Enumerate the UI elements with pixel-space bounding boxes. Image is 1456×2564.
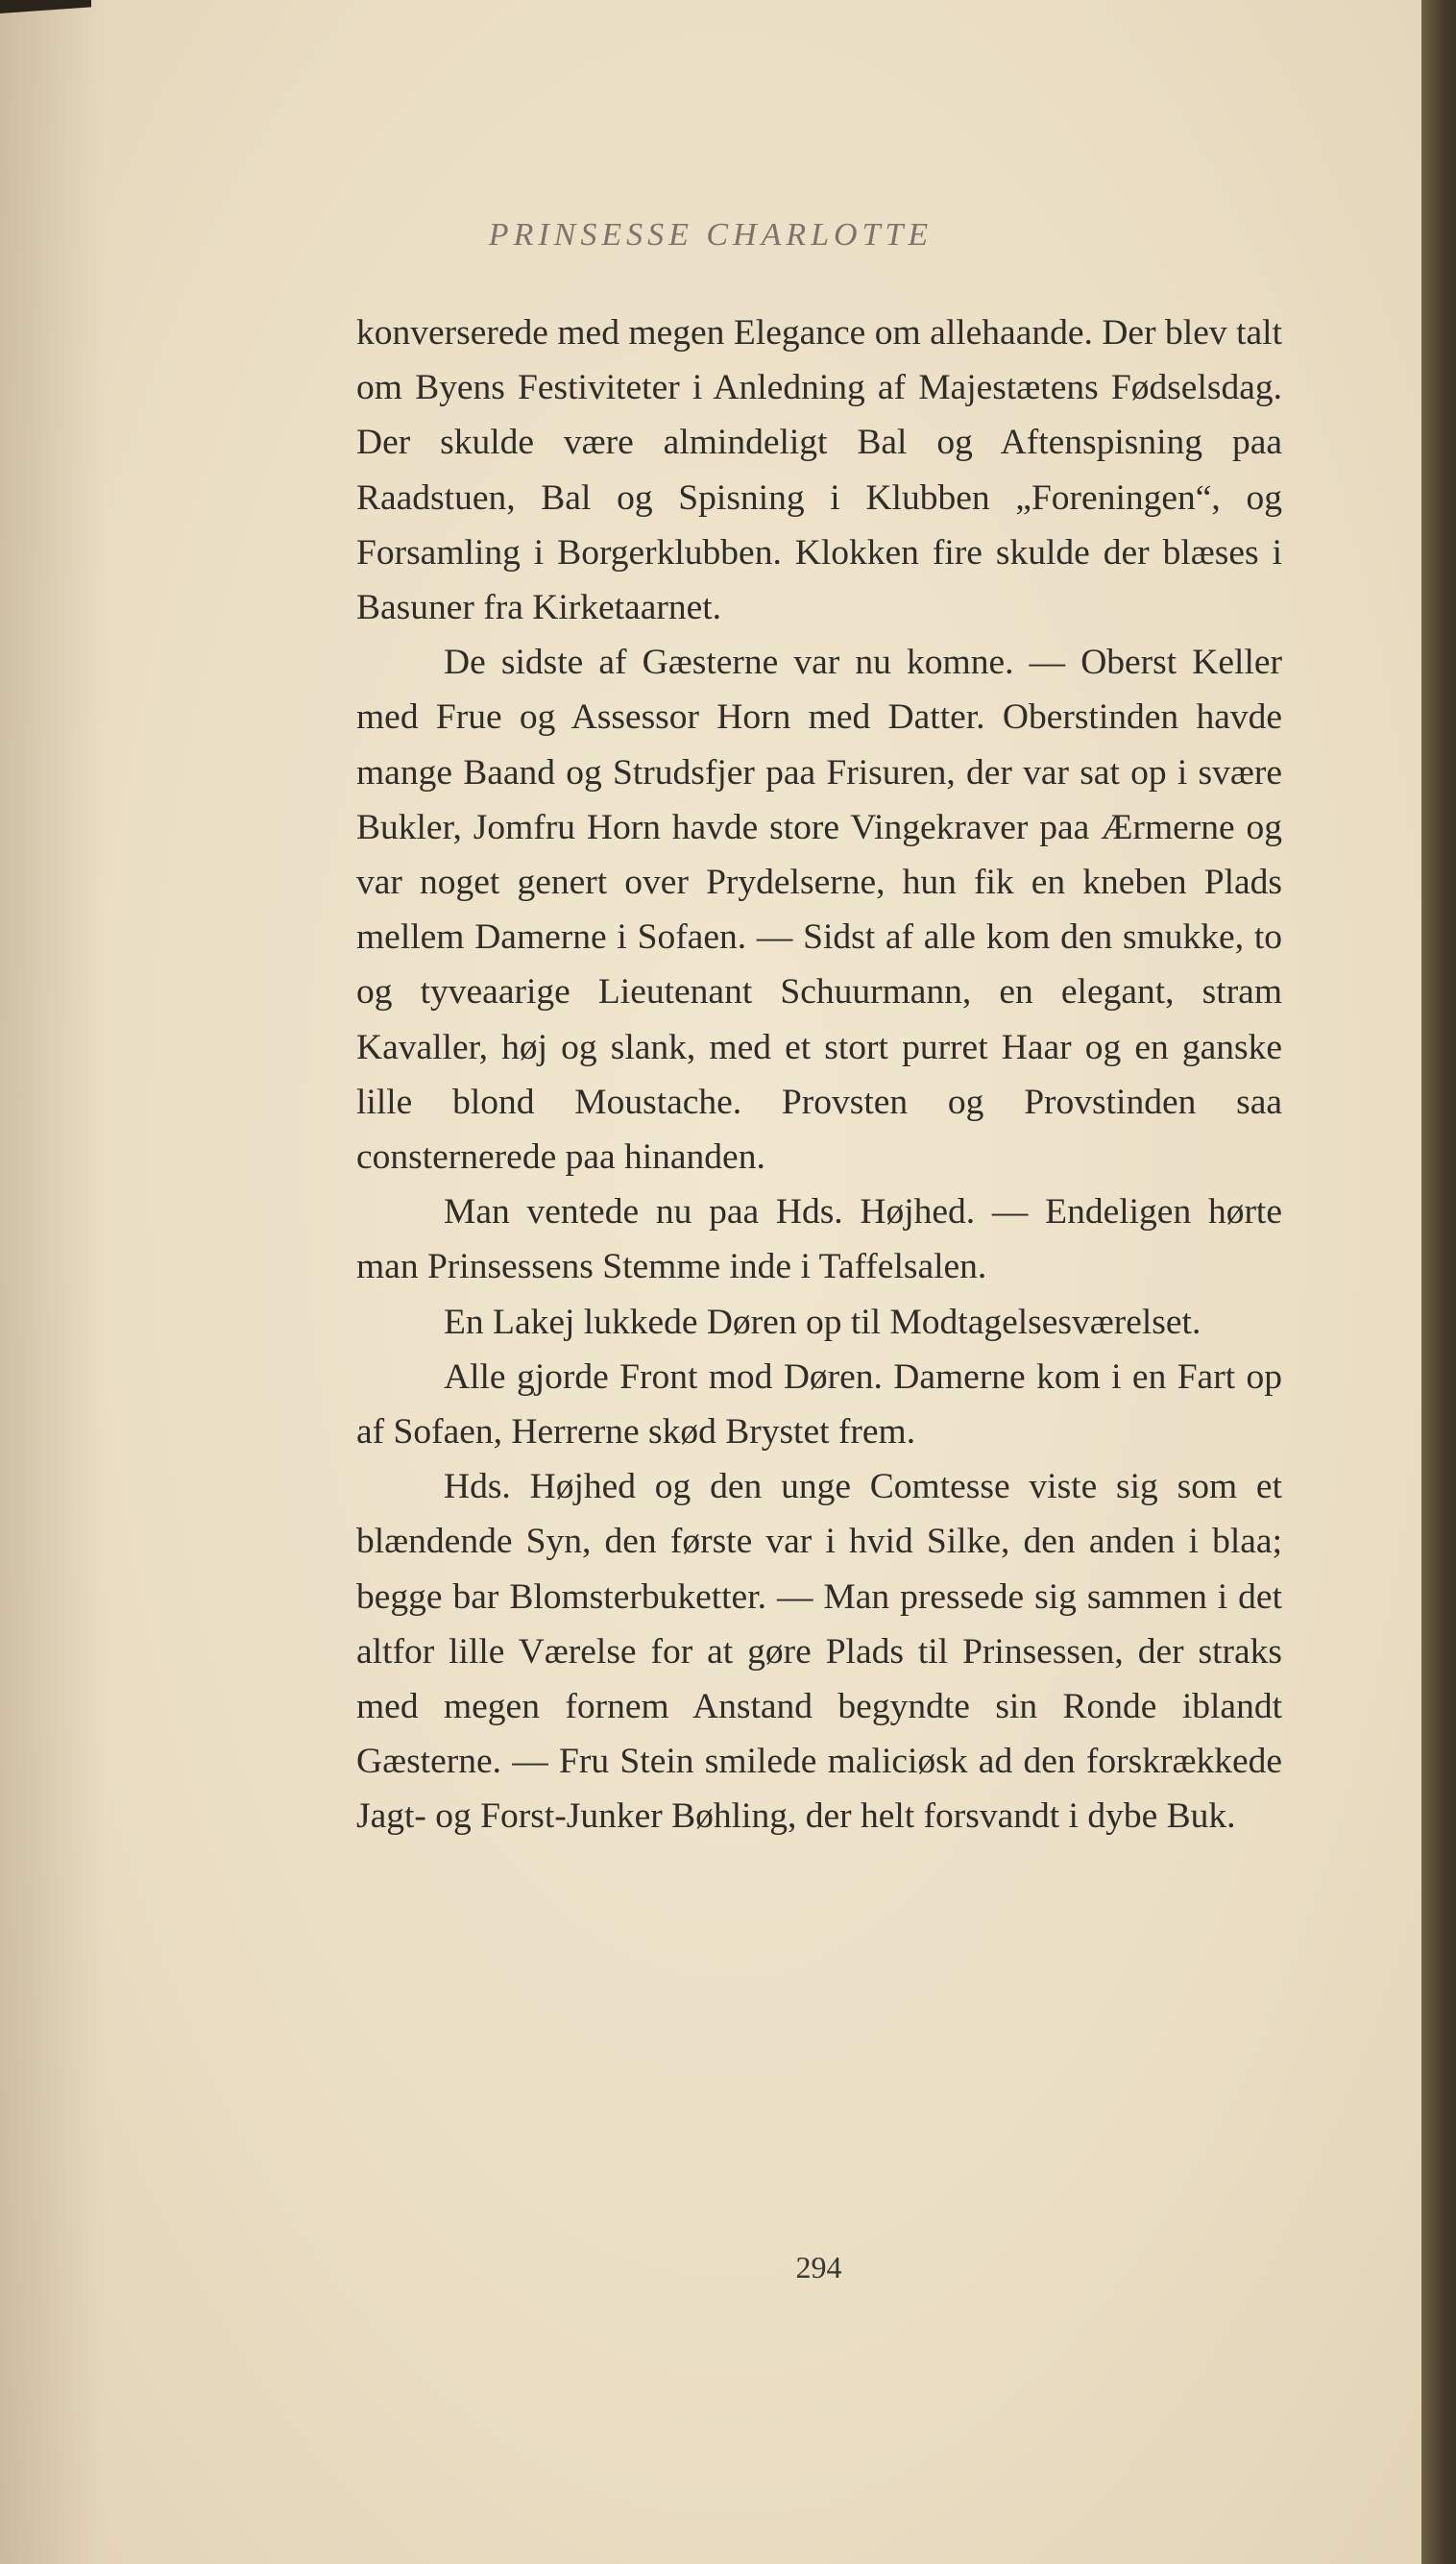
paragraph-1: konverserede med megen Elegance om allehaande. Der blev talt om Byens Festiviteter i Anledning af Majestætens Fødselsdag. Der skulde være almindeligt Bal og Aftenspisning paa Raadstuen, Bal og Spisning i Klubben „Foreningen“, og Forsamling i Borgerklubben. Klokken fire skulde der blæses i Basuner fra Kirketaarnet. [356,313,1282,628]
paragraph-5: Alle gjorde Front mod Døren. Damerne kom i en Fart op af Sofaen, Herrerne skød Brystet frem. [356,1356,1282,1453]
page-number: 294 [795,2250,842,2284]
page-edge [1421,0,1456,2564]
paragraph-4: En Lakej lukkede Døren op til Modtagelsesværelset. [444,1302,1201,1342]
paragraph-3: Man ventede nu paa Hds. Højhed. — Endeligen hørte man Prinsessens Stemme inde i Taffelsalen. [356,1192,1282,1287]
page-gutter-shadow [0,0,106,2564]
body-text [356,305,1282,1844]
paragraph-2: De sidste af Gæsterne var nu komne. — Oberst Keller med Frue og Assessor Horn med Datter. Oberstinden havde mange Baand og Strudsfjer paa Frisuren, der var sat op i svære Bukler, Jomfru Horn havde store Vingekraver paa Ærmerne og var noget genert over Prydelserne, hun fik en kneben Plads mellem Damerne i Sofaen. — Sidst af alle kom den smukke, to og tyveaarige Lieutenant Schuurmann, en elegant, stram Kavaller, høj og slank, med et stort purret Haar og en ganske lille blond Moustache. Provsten og Provstinden saa consternerede paa hinanden. [356,643,1282,1178]
paragraph-6: Hds. Højhed og den unge Comtesse viste sig som et blændende Syn, den første var i hvid Silke, den anden i blaa; begge bar Blomsterbuketter. — Man pressede sig sammen i det altfor lille Værelse for at gøre Plads til Prinsessen, der straks med megen fornem Anstand begyndte sin Ronde iblandt Gæsterne. — Fru Stein smilede maliciøsk ad den forskrækkede Jagt- og Forst-Junker Bøhling, der helt forsvandt i dybe Buk. [356,1467,1282,1837]
running-head: PRINSESSE CHARLOTTE [488,217,934,253]
